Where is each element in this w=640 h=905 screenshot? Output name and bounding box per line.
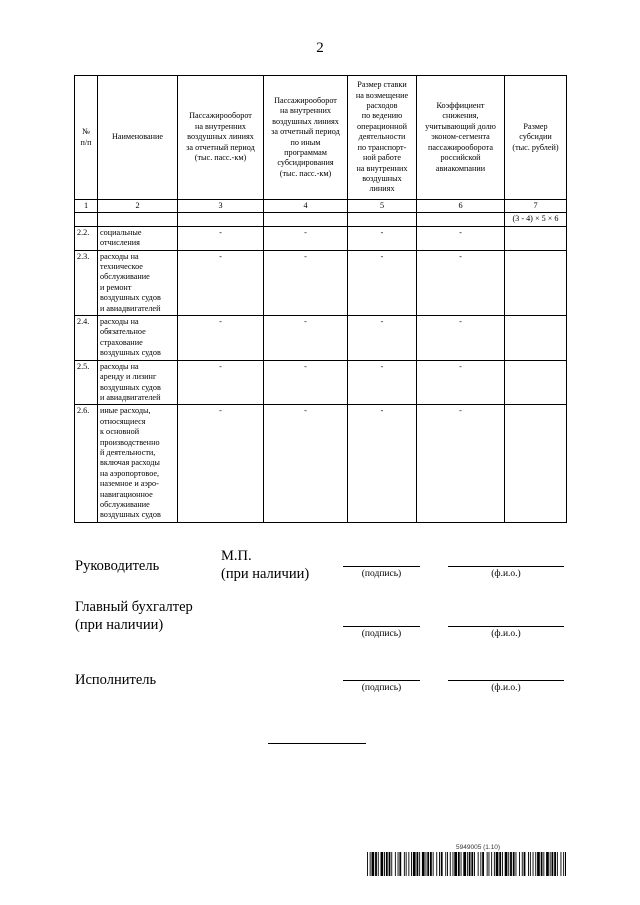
subsidy-formula: (3 - 4) × 5 × 6 <box>505 213 567 226</box>
cell-value: - <box>178 250 264 315</box>
chief-accountant-signature-line <box>343 626 420 627</box>
cell-value: - <box>264 226 348 250</box>
cell-value: - <box>417 316 505 361</box>
table-row <box>75 226 567 250</box>
column-number: 6 <box>417 200 505 213</box>
cell-value: - <box>264 405 348 522</box>
cell-value: - <box>264 316 348 361</box>
row-name: расходы на техническое обслуживание и ремонт воздушных судов и авиадвигателей <box>98 250 178 315</box>
table-row <box>75 360 567 405</box>
cell-value: - <box>417 405 505 522</box>
chief-accountant-name-caption: (ф.и.о.) <box>491 629 521 639</box>
executor-signature-caption: (подпись) <box>361 683 402 693</box>
executor-label: Исполнитель <box>75 672 157 688</box>
row-name: расходы на обязательное страхование воздушных судов <box>98 316 178 361</box>
cell-value: - <box>178 360 264 405</box>
cell-value: - <box>417 360 505 405</box>
cell-value: - <box>178 226 264 250</box>
header-cell-other-programs: Пассажирооборот на внутренних воздушных линиях за отчетный период по иным программам субсидирования (тыс. пасс.-км) <box>264 76 348 200</box>
executor-name-caption: (ф.и.о.) <box>491 683 521 693</box>
row-number: 2.4. <box>75 316 98 361</box>
column-number: 5 <box>348 200 417 213</box>
cell-value: - <box>348 316 417 361</box>
chief-accountant-signature-caption: (подпись) <box>361 629 402 639</box>
table-row <box>75 405 567 522</box>
row-name: расходы на аренду и лизинг воздушных судов и авиадвигателей <box>98 360 178 405</box>
stamp-place-label: М.П. (при наличии) <box>221 548 310 582</box>
cell-value <box>505 250 567 315</box>
cell-value: - <box>264 250 348 315</box>
barcode <box>367 852 566 876</box>
head-label: Руководитель <box>75 558 160 574</box>
cell-value: - <box>348 360 417 405</box>
subsidy-table <box>74 75 567 523</box>
page-number: 2 <box>316 40 324 56</box>
cell-value: - <box>348 226 417 250</box>
cell-value <box>505 226 567 250</box>
table-header-row <box>75 76 567 200</box>
row-number: 2.6. <box>75 405 98 522</box>
barcode-code: 5949005 (1.10) <box>456 844 501 851</box>
cell-value: - <box>417 250 505 315</box>
header-cell-rate: Размер ставки на возмещение расходов по ведению операционной деятельности по транспорт- ной работе на внутренних воздушных линиях <box>348 76 417 200</box>
executor-name-line <box>448 680 564 681</box>
header-cell-passenger-turnover: Пассажирооборот на внутренних воздушных линиях за отчетный период (тыс. пасс.-км) <box>178 76 264 200</box>
cell-value <box>505 316 567 361</box>
column-number: 3 <box>178 200 264 213</box>
column-number-row <box>75 200 567 213</box>
cell-value <box>505 360 567 405</box>
head-signature-caption: (подпись) <box>361 569 402 579</box>
table-row <box>75 250 567 315</box>
table-row <box>75 316 567 361</box>
cell-value: - <box>348 405 417 522</box>
row-number: 2.5. <box>75 360 98 405</box>
formula-row <box>75 213 567 226</box>
cell-value: - <box>417 226 505 250</box>
cell-value: - <box>348 250 417 315</box>
header-cell-name: Наименование <box>98 76 178 200</box>
row-name: иные расходы, относящиеся к основной производственно й деятельности, включая расходы на аэропортовое, наземное и аэро- навигационное обслуживание воздушных судов <box>98 405 178 522</box>
head-signature-line <box>343 566 420 567</box>
cell-value: - <box>178 405 264 522</box>
row-name: социальные отчисления <box>98 226 178 250</box>
header-cell-number: № п/п <box>75 76 98 200</box>
executor-signature-line <box>343 680 420 681</box>
chief-accountant-name-line <box>448 626 564 627</box>
closing-divider <box>268 743 366 744</box>
chief-accountant-label: Главный бухгалтер (при наличии) <box>75 599 193 633</box>
column-number: 7 <box>505 200 567 213</box>
row-number: 2.2. <box>75 226 98 250</box>
header-cell-coefficient: Коэффициент снижения, учитывающий долю эконом-сегмента пассажирооборота российской авиакомпании <box>417 76 505 200</box>
cell-value <box>505 405 567 522</box>
column-number: 4 <box>264 200 348 213</box>
column-number: 1 <box>75 200 98 213</box>
cell-value: - <box>178 316 264 361</box>
row-number: 2.3. <box>75 250 98 315</box>
header-cell-subsidy: Размер субсидии (тыс. рублей) <box>505 76 567 200</box>
head-name-caption: (ф.и.о.) <box>491 569 521 579</box>
column-number: 2 <box>98 200 178 213</box>
head-name-line <box>448 566 564 567</box>
cell-value: - <box>264 360 348 405</box>
